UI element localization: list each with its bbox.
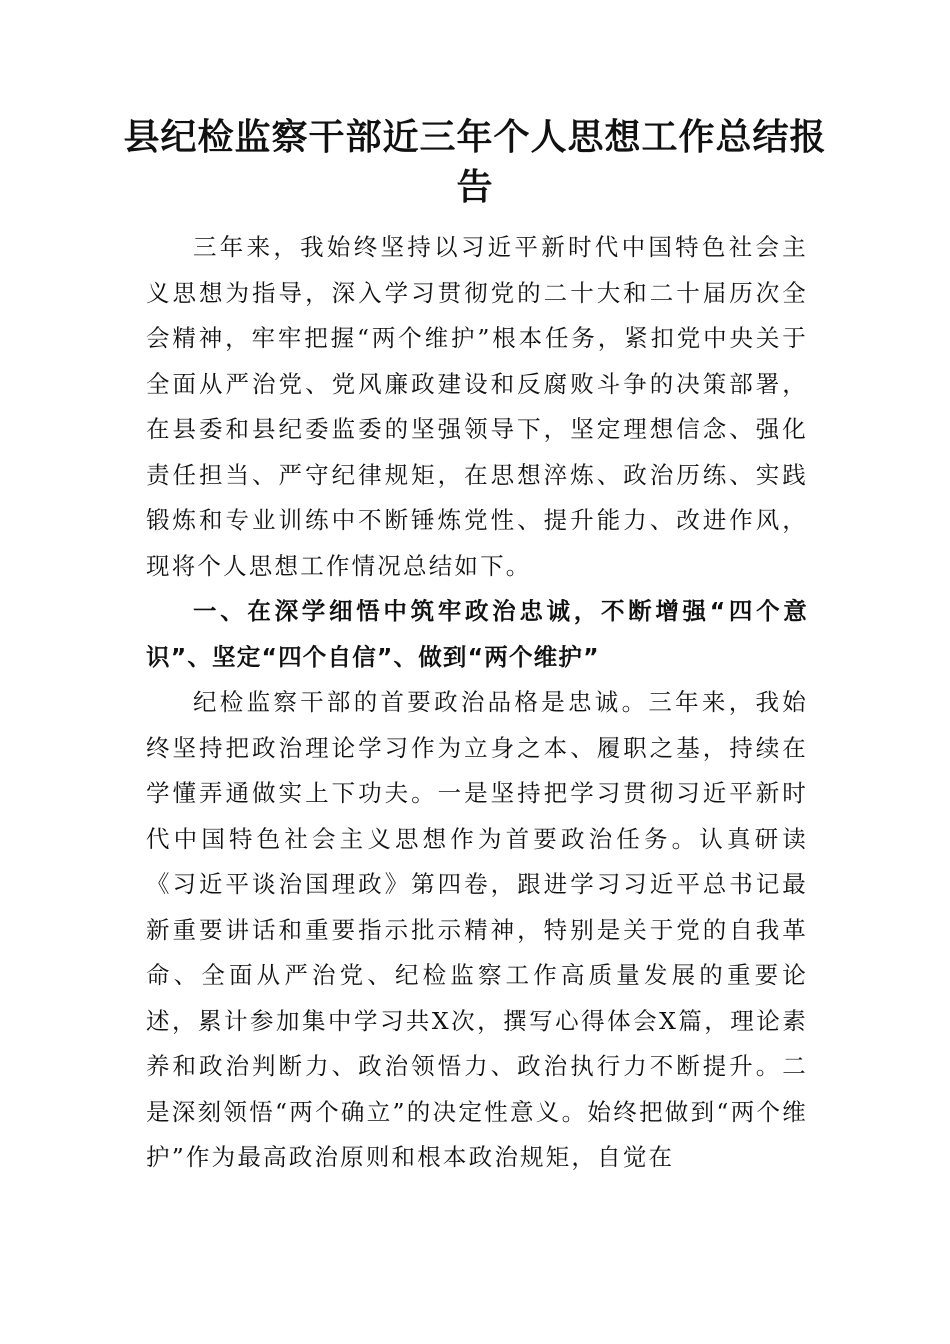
document-title: 县纪检监察干部近三年个人思想工作总结报告	[123, 116, 827, 208]
intro-paragraph: 三年来，我始终坚持以习近平新时代中国特色社会主义思想为指导，深入学习贯彻党的二十大和二十届历次全会精神，牢牢把握“两个维护”根本任务，紧扣党中央关于全面从严治党、党风廉政建设和反腐败斗争的决策部署，在县委和县纪委监委的坚强领导下，坚定理想信念、强化责任担当、严守纪律规矩，在思想淬炼、政治历练、实践锻炼和专业训练中不断锤炼党性、提升能力、改进作风，现将个人思想工作情况总结如下。	[146, 233, 808, 580]
section-heading-1: 一、在深学细悟中筑牢政治忠诚，不断增强“四个意识”、坚定“四个自信”、做到“两个维护”	[146, 597, 808, 671]
section-1-paragraph: 纪检监察干部的首要政治品格是忠诚。三年来，我始终坚持把政治理论学习作为立身之本、履职之基，持续在学懂弄通做实上下功夫。一是坚持把学习贯彻习近平新时代中国特色社会主义思想作为首要政治任务。认真研读《习近平谈治国理政》第四卷，跟进学习习近平总书记最新重要讲话和重要指示批示精神，特别是关于党的自我革命、全面从严治党、纪检监察工作高质量发展的重要论述，累计参加集中学习共X次，撰写心得体会X篇，理论素养和政治判断力、政治领悟力、政治执行力不断提升。二是深刻领悟“两个确立”的决定性意义。始终把做到“两个维护”作为最高政治原则和根本政治规矩，自觉在	[146, 688, 808, 1171]
document-body	[146, 225, 808, 1181]
